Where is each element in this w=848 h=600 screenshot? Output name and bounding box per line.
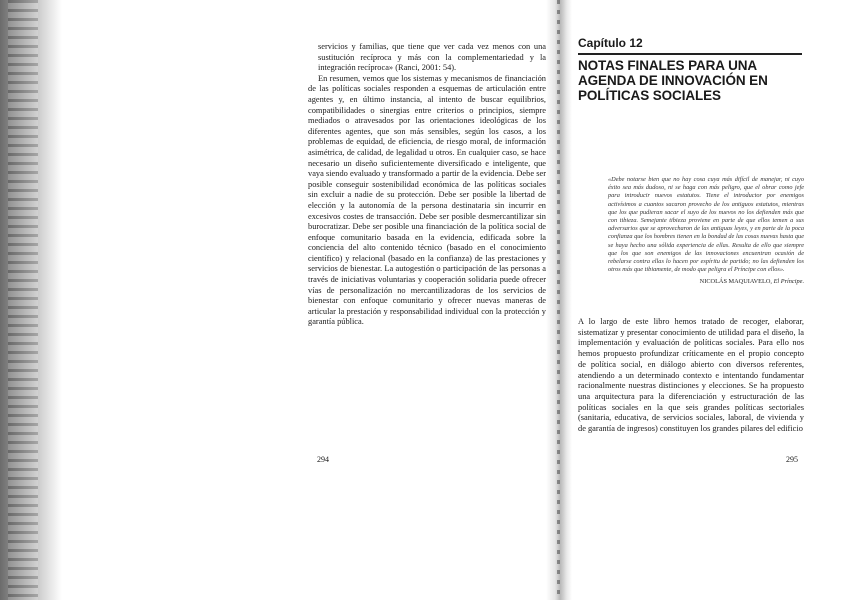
- left-page-text: [308, 42, 546, 328]
- chapter-rule: [578, 53, 802, 55]
- attribution-work: El Príncipe: [773, 278, 803, 286]
- book-edge-shadow: [0, 0, 62, 600]
- epigraph-attribution: NICOLÁS MAQUIAVELO, El Príncipe.: [699, 278, 804, 286]
- epigraph: [608, 176, 804, 287]
- right-paragraph-1: A lo largo de este libro hemos tratado de recoger, elaborar, sistematizar y presentar conocimiento de utilidad para el diseño, la implementación y evaluación de políticas sociales. Para ello nos hemos propuesto profundizar críticamente en el propio concepto de política social, en diálogo abierto con diversos referentes, atendiendo a un determinado contexto e intentando fundamentar racionalmente nuestras distinciones y elecciones. Se ha propuesto una arquitectura para la diferenciación y estructuración de las políticas sociales en la que seis grandes políticas sectoriales (sanitaria, educativa, de servicios sociales, laboral, de vivienda y de garantía de ingresos) constituyen los grandes pilares del edificio: [578, 317, 804, 434]
- left-paragraph-1: servicios y familias, que tiene que ver cada vez menos con una sustitución recíproca y más con la complementariedad y la integración recíproca» (Ranci, 2001: 54).: [318, 42, 546, 73]
- chapter-label: Capítulo 12: [578, 36, 643, 50]
- right-page-body: [578, 317, 804, 435]
- chapter-title: NOTAS FINALES PARA UNA AGENDA DE INNOVACIÓN EN POLÍTICAS SOCIALES: [578, 58, 768, 103]
- attribution-name: NICOLÁS MAQUIAVELO,: [699, 278, 772, 286]
- left-page-number: 294: [317, 455, 329, 464]
- left-paragraph-2: En resumen, vemos que los sistemas y mecanismos de financiación de las políticas sociales responden a esquemas de articulación entre agentes y, en último instancia, al intento de buscar equilibrios, compatibilidades o sinergias entre criterios o principios, siempre mediados o atravesados por las orientaciones ideológicas de los diferentes agentes, que son más sensibles, según los casos, a los problemas de equidad, de eficiencia, de riesgo moral, de información asimétrica, de calidad, de legalidad u otros. En cualquier caso, se hace necesario un diseño suficientemente diversificado e inteligente, que vaya siendo evaluado y transformado a partir de la evidencia. Debe ser posible conseguir sostenibilidad económica de las políticas sociales sin excluir a nadie de su protección. Debe ser posible la libertad de elección y la autonomía de la persona destinataria sin incurrir en excesivos costes de transacción. Debe ser posible desmercantilizar sin burocratizar. Debe ser posible una financiación de la política social de enfoque comunitario basada en la evidencia, edificada sobre la conciencia del alto contenido técnico (basado en el conocimiento científico) y relacional (basado en la confianza) de las prestaciones y servicios de bienestar. La autogestión o participación de las personas a través de iniciativas voluntarias y cooperación solidaria puede ofrecer vías de personalización no mercantilizadoras de los servicios de bienestar con enfoque comunitario y ofrecer nuevas maneras de articular la prestación y responsabilidad individual con la protección y garantía pública.: [308, 73, 546, 327]
- epigraph-text: «Debe notarse bien que no hay cosa cuya más difícil de manejar, ni cuyo éxito sea más dudoso, ni se haga con más peligro, que el obrar como jefe para introducir nuevos estatutos. Tiene el introductor por enemigos activísimos a cuantos sacaron provecho de los antiguos estatutos, mientras que los que pudieran sacar el suyo de los nuevos no los defienden más que con tibieza. Semejante tibieza proviene en parte de que ellos temen a sus adversarios que se aprovecharon de las antiguas leyes, y en parte de la poca confianza que los hombres tienen en la bondad de las cosas nuevas hasta que se haya hecho una sólida experiencia de ellas. Resulta de ello que siempre que los que son enemigos de las innovaciones encuentran ocasión de rebelarse contra ellas lo hacen por espíritu de partido; no las defienden los otros más que tibiamente, de modo que peligra el Príncipe con ellos».: [608, 176, 804, 274]
- book-gutter: [546, 0, 572, 600]
- right-page-number: 295: [786, 455, 798, 464]
